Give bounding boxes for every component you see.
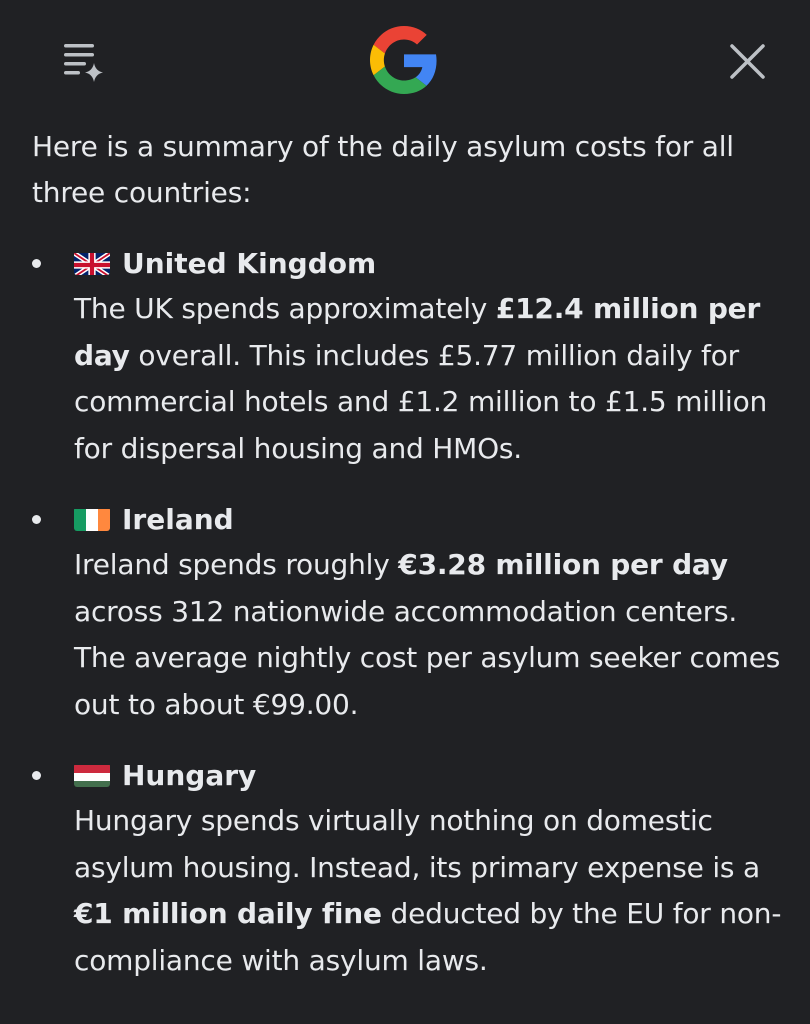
menu-button[interactable] xyxy=(56,36,112,88)
country-name: United Kingdom xyxy=(122,246,377,280)
uk-flag-icon xyxy=(74,251,110,275)
description-highlight: £12.4 million per day xyxy=(74,292,761,372)
intro-text: Here is a summary of the daily asylum costs for all three countries: xyxy=(32,130,734,209)
hungary-flag-icon xyxy=(74,763,110,787)
country-name: Ireland xyxy=(122,502,234,536)
description-text: across 312 nationwide accommodation centers. The average nightly cost per asylum seeker comes out to about €99.00. xyxy=(74,594,781,721)
response-content xyxy=(32,124,792,1008)
country-heading xyxy=(74,496,792,542)
close-icon xyxy=(718,32,778,92)
list-item-united-kingdom xyxy=(32,240,792,472)
list-item-ireland xyxy=(32,496,792,728)
google-logo xyxy=(370,26,438,94)
country-list xyxy=(32,240,792,984)
bullet-icon xyxy=(32,259,41,268)
bullet-icon xyxy=(32,771,41,780)
description-text: deducted by the EU for non-compliance with asylum laws. xyxy=(74,897,782,977)
description-highlight: €3.28 million per day xyxy=(398,548,728,581)
country-heading xyxy=(74,752,792,798)
country-heading xyxy=(74,240,792,286)
country-description xyxy=(74,286,792,472)
ireland-flag-icon xyxy=(74,507,110,531)
description-text: The UK spends approximately xyxy=(74,292,496,325)
menu-sparkle-icon xyxy=(56,36,112,88)
header xyxy=(0,0,810,120)
close-button[interactable] xyxy=(718,32,778,92)
country-description xyxy=(74,798,792,984)
country-name: Hungary xyxy=(122,758,257,792)
country-description xyxy=(74,542,792,728)
google-g-logo xyxy=(370,26,438,94)
bullet-icon xyxy=(32,515,41,524)
description-text: Hungary spends virtually nothing on domestic asylum housing. Instead, its primary expense is a xyxy=(74,804,760,884)
list-item-hungary xyxy=(32,752,792,984)
description-text: overall. This includes £5.77 million daily for commercial hotels and £1.2 million to £1.5 million for dispersal housing and HMOs. xyxy=(74,338,768,465)
description-highlight: €1 million daily fine xyxy=(74,897,382,930)
description-text: Ireland spends roughly xyxy=(74,548,399,581)
